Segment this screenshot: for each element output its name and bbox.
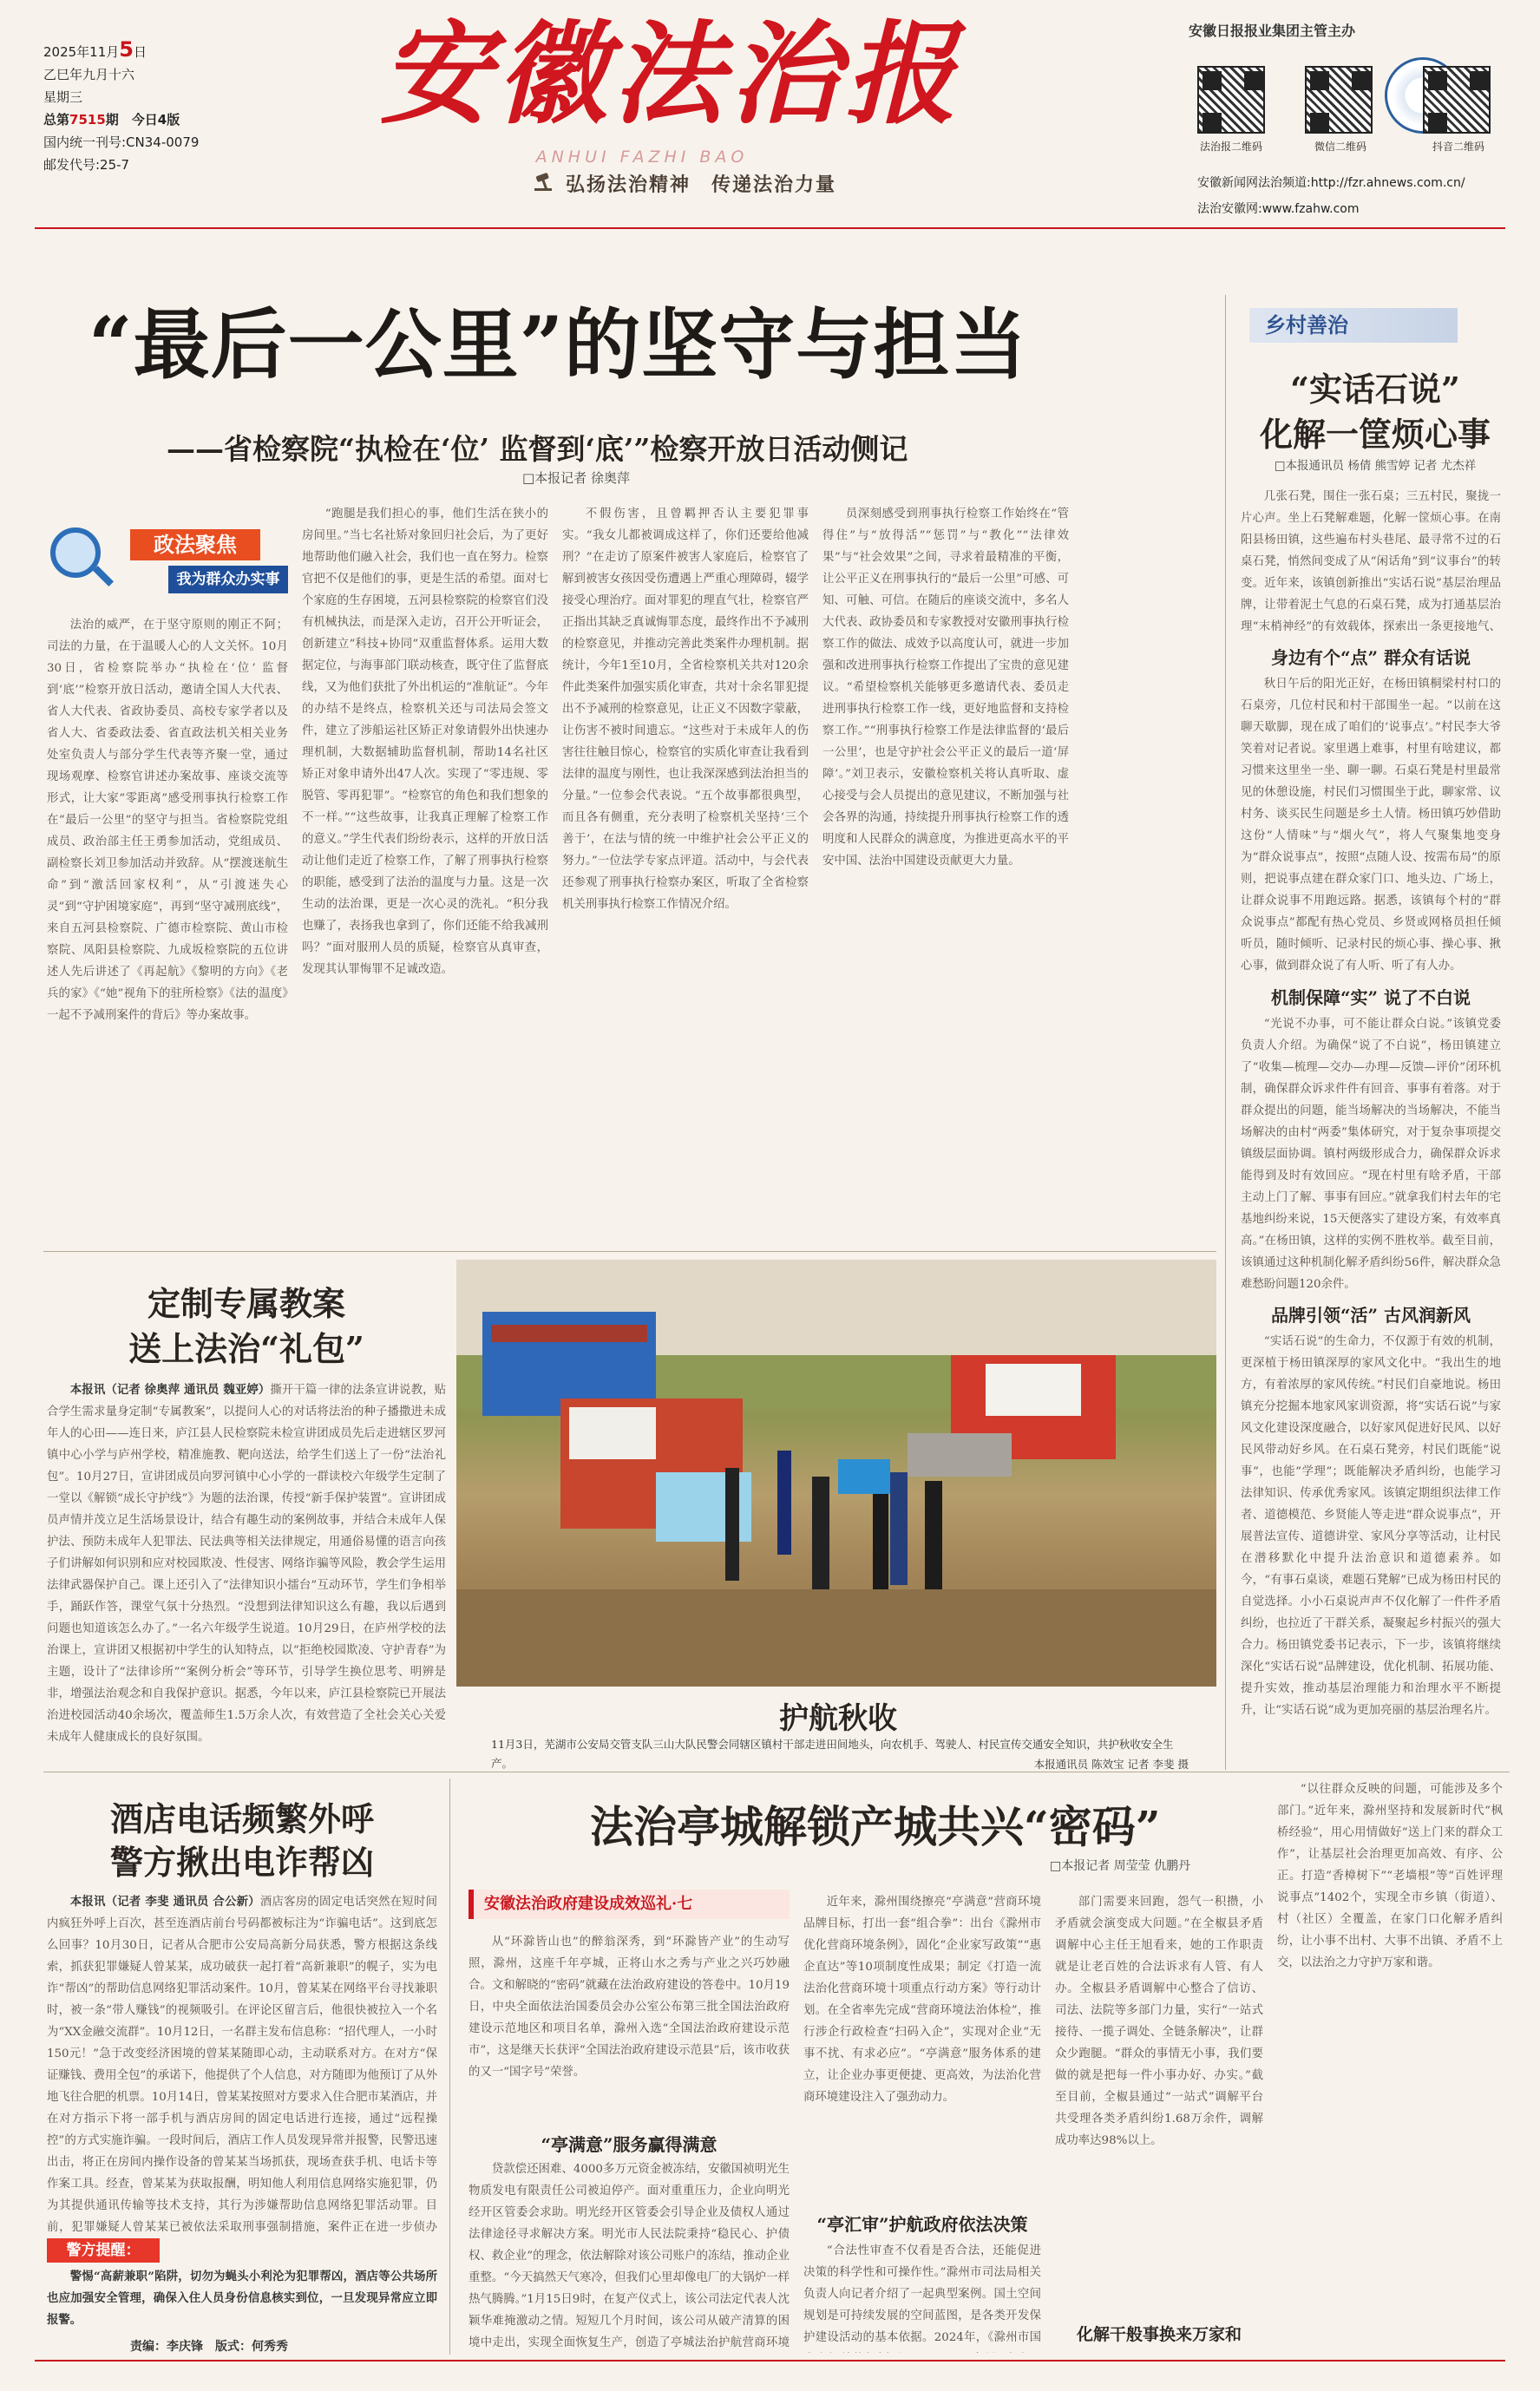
- qr-code-douyin[interactable]: [1423, 66, 1491, 134]
- website-line: 安徽新闻网法治频道:http://fzr.ahnews.com.cn/: [1197, 176, 1465, 190]
- newspaper-pinyin: ANHUI FAZHI BAO: [535, 147, 749, 167]
- industry-subhead-3: 化解干般事换来万家和: [1076, 2325, 1242, 2344]
- harvest-photo-scene: [456, 1260, 1216, 1687]
- section-rule-1: [43, 1251, 1216, 1252]
- education-headline-1: 定制专属教案: [147, 1284, 345, 1323]
- rural-byline: □本报通讯员 杨倩 熊雪婷 记者 尤杰祥: [1274, 459, 1477, 473]
- lead-column-3: 不假伤害，且曾羁押否认主要犯罪事实。“我女儿都被调成这样了，你们还要给他减刑？”在走访了原案件被害人家庭后，检察官了解到被害女孩因受伤遭遇上严重心理障碍，辍学接受心理治疗。面对罪犯的理直气壮，检察官严正指出其缺乏真诚悔罪态度，最终作出不予减刑的检察意见，并推动完善此类案件办理机制。据统计，今年1至10月，全省检察机关共对120余件此类案件加强实质化审查，共对十余名罪犯提出不予减刑的检察意见，让正义不因数字蒙蔽，让伤害不被时间遗忘。“这些对于未成年人的伤害往往触目惊心，检察官的实质化审查让我看到法律的温度与刚性，也让我深深感到法治担当的分量。”一位参会代表说。“五个故事都很典型，而且各有侧重，充分表明了检察机关坚持‘三个善于’，在法与情的统一中维护社会公平正义的努力。”一位法学专家点评道。活动中，与会代表还参观了刑事执行检察办案区，听取了全省检察机关刑事执行检察工作情况介绍。: [562, 508, 809, 911]
- rural-headline-2: 化解一筐烦心事: [1259, 415, 1491, 454]
- education-byline: 本报讯（记者 徐奥萍 通讯员 魏亚婷）: [69, 1383, 271, 1397]
- masthead-divider: [35, 227, 1505, 229]
- lead-subhead: ——省检察院“执检在‘位’ 监督到‘底’”检察开放日活动侧记: [167, 432, 908, 466]
- industry-intro: 从“环滁皆山也”的醉翁深秀，到“环滁皆产业”的生动写照，滁州，这座千年亭城，正将山水之秀与产业之兴巧妙融合。文和解晓的“密码”就藏在法治政府建设的答卷中。10月19日，中央全面依法治国委员会办公室公布第三批全国法治政府建设示范地区和项目名单，滁州入选“全国法治政府建设示范市”，这是继天长获评“全国法治政府建设示范县”后，该市收获的又一“国字号”荣誉。: [469, 1936, 790, 2079]
- warning-body: 警惕“高薪兼职”陷阱，切勿为蝇头小利沦为犯罪帮凶，酒店等公共场所也应加强安全管理，确保入住人员身份信息核实到位，一旦发现异常应立即报警。: [47, 2270, 437, 2327]
- column-tag: 政法聚焦: [130, 529, 260, 560]
- newspaper-qr-label: 法治报二维码: [1199, 141, 1262, 153]
- industry-column-2: 近年来，滁州围绕擦亮“亭满意”营商环境品牌目标，打出一套“组合拳”：出台《滁州市优化营商环境条例》，固化“企业家写政策”“惠企直达”等10项制度性成果；制定《打造一流法治化营商环境十项重点行动方案》等行动计划。在全省率先完成“营商环境法治体检”，推行涉企行政检查“扫码入企”，实现对企业“无事不扰、有求必应”。“亭满意”服务体系的建立，让企业办事更便捷、更高效，为法治化营商环境建设注入了强劲动力。: [803, 1896, 1041, 2104]
- industry-headline: 法治亭城解锁产城共兴“密码”: [590, 1801, 1161, 1852]
- photo-headline: 护航秋收: [779, 1701, 897, 1736]
- magnifier-handle: [93, 566, 114, 586]
- lead-headline: “最后一公里”的坚守与担当: [88, 299, 1028, 390]
- weekday: 星期三: [43, 89, 83, 105]
- wechat-label: 微信二维码: [1314, 141, 1366, 153]
- postal-code: 邮发代号:25-7: [43, 157, 130, 173]
- rural-subhead-2: 机制保障“实” 说了不白说: [1271, 987, 1471, 1008]
- lead-column-2: “跑腿是我们担心的事，他们生活在狭小的房间里。”当七名社矫对象回归社会后，为了更好地帮助他们融入社会，我们也一直在努力。检察官把不仅是他们的事，更是生活的希望。面对七个家庭的生存困境，五河县检察院的检察官们没有机械执法，而是深入走访，召开公开听证会，创新建立“科技+协同”双重监督体系。运用大数据定位，与海事部门联动核查，既守住了监督底线，又为他们获批了外出机运的“准航证”。今年的办结不是终点，检察机关还与司法局会签文件，建立了涉船运社区矫正对象请假外出快速办理机制，大数据辅助监督机制，帮助14名社区矫正对象申请外出47人次。实现了“零违规、零脱管、零再犯罪”。“检察官的角色和我们想象的不一样。”“这些故事，让我真正理解了检察工作的意义。”学生代表们纷纷表示，这样的开放日活动让他们走近了检察工作，了解了刑事执行检察的职能，感受到了法治的温度与力量。这是一次生动的法治课，更是一次心灵的洗礼。“积分我也赚了，表扬我也拿到了，你们还能不给我减刑吗？”面对服刑人员的质疑，检察官从真审查，发现其认罪悔罪不足诚改造。: [302, 508, 548, 976]
- harvest-photo[interactable]: [456, 1260, 1216, 1687]
- masthead-left: [43, 38, 200, 176]
- rural-subhead-3: 品牌引领“活” 古风润新风: [1271, 1305, 1471, 1326]
- lunar-date: 乙巳年九月十六: [43, 67, 135, 82]
- industry-subhead-2: “亭汇审”护航政府依法决策: [816, 2214, 1028, 2235]
- education-body: 本报讯（记者 徐奥萍 通讯员 魏亚婷）撕开干篇一律的法条宣讲说教，贴合学生需求量身定制“专属教案”，以提问人心的对话将法治的种子播撒进未成年人的心田——连日来，庐江县人民检察院未检宣讲团成员先后走进辖区罗河镇中心小学与庐州学校，精准施教、靶向送法，给学生们送上了一份“法治礼包”。10月27日，宣讲团成员向罗河镇中心小学的一群读校六年级学生定制了一堂以《解锁“成长守护线”》为题的法治课，传授“新手保护装置”。宣讲团成员声情并茂立足生活场景设计，结合有趣生动的案例故事，并结合未成年人保护法、预防未成年人犯罪法、民法典等相关法律规定，用通俗易懂的语言向孩子们讲解如何识别和应对校园欺凌、性侵害、网络诈骗等风险，教会学生运用法律武器保护自己。课上还引入了“法律知识小擂台”互动环节，学生们争相举手，踊跃作答，课堂气氛十分热烈。“没想到法律知识这么有趣，我以后遇到问题也知道该怎么办了。”一名六年级学生说道。10月29日，在庐州学校的法治课上，宣讲团又根据初中学生的认知特点，以“拒绝校园欺凌、守护青春”为主题，设计了“法律诊所”“案例分析会”等环节，引导学生换位思考、明辨是非，增强法治观念和自我保护意识。据悉，今年以来，庐江县检察院已开展法治进校园活动40余场次，覆盖师生1.5万余人次，有效营造了全社会关心关爱未成年人健康成长的良好氛围。: [47, 1383, 446, 1744]
- footer-rule: [35, 2360, 1505, 2362]
- rural-intro: 几张石凳，围住一张石桌；三五村民，聚拢一片心声。坐上石凳解难题，化解一筐烦心事。在南阳县杨田镇，这些遍布村头巷尾、最寻常不过的石桌石凳，悄然间变成了从“闲话角”到“议事台”的转变。近年来，该镇创新推出“实话石说”基层治理品牌，让带着泥土气息的石桌石凳，成为打通基层治理“末梢神经”的有效载体，探索出一条更接地气、: [1241, 490, 1501, 633]
- bottom-left-divider: [449, 1779, 450, 2355]
- lead-column-4: 员深刻感受到刑事执行检察工作始终在“管得住”与“放得活”“惩罚”与“教化”“法律效果”与“社会效果”之间，寻求着最精准的平衡，让公平正义在刑事执行的“最后一公里”可感、可知、可触、可信。在随后的座谈交流中，多名人大代表、政协委员和专家教授对安徽刑事执行检察工作的做法、成效予以高度认可，就进一步加强和改进刑事执行检察工作提出了宝贵的意见建议。“希望检察机关能够更多邀请代表、委员走进刑事执行检察工作一线，更好地监督和支持检察工作。”“刑事执行检察工作是法律监督的‘最后一公里’，也是守护社会公平正义的最后一道‘屏障’。”刘卫表示，安徽检察机关将认真听取、虚心接受与会人员提出的意见建议，不断加强与社会各界的沟通，持续提升刑事执行检察工作的透明度和人民群众的满意度，为推进更高水平的平安中国、法治中国建设贡献更大力量。: [822, 508, 1069, 868]
- warning-title: 警方提醒：: [47, 2238, 160, 2263]
- industry-subhead-1: “亭满意”服务赢得满意: [541, 2134, 718, 2155]
- rural-headline-1: “实话石说”: [1290, 370, 1460, 409]
- lead-column-1: 法治的威严，在于坚守原则的刚正不阿；司法的力量，在于温暖人心的人文关怀。10月30日，省检察院举办“执检在‘位’ 监督到‘底’”检察开放日活动，邀请全国人大代表、省人大代表、省政协委员、高校专家学者以及省人大、省委政法委、省直政法机关相关业务处室负责人与部分学生代表等齐聚一堂，通过现场观摩、检察官讲述办案故事、座谈交流等形式，让大家“零距离”感受刑事执行检察工作在“最后一公里”的坚守与担当。省检察院党组成员、政治部主任王勇参加活动，党组成员、副检察长刘卫参加活动并致辞。从“摆渡迷航生命”到“激活回家权利”，从“引渡迷失心灵”到“守护困境家庭”，再到“坚守减刑底线”，来自五河县检察院、广德市检察院、黄山市检察院、凤阳县检察院、九成坂检察院的五位讲述人先后讲述了《再起航》《黎明的方向》《老兵的家》《“她”视角下的驻所检察》《法的温度》一起不予减刑案件的背后》等办案故事。: [47, 619, 288, 1022]
- education-headline-2: 送上法治“礼包”: [128, 1329, 364, 1368]
- rural-body-2: “光说不办事，可不能让群众白说。”该镇党委负责人介绍。为确保“说了不白说”，杨田镇建立了“收集—梳理—交办—办理—反馈—评价”闭环机制，确保群众诉求件件有回音、事事有着落。对于群众提出的问题，能当场解决的当场解决，不能当场解决的由村“两委”集体研究，对于复杂事项提交镇级层面协调。镇村两级形成合力，确保群众诉求能得到及时有效回应。“现在村里有啥矛盾，干部主动上门了解、事事有回应。”就拿我们村去年的宅基地纠纷来说，15天便落实了建设方案，有效率真高。”在杨田镇，这样的实例不胜枚举。截至目前，该镇通过这种机制化解矛盾纠纷56件，解决群众急难愁盼问题120余件。: [1241, 1018, 1501, 1291]
- rural-body-1: 秋日午后的阳光正好，在杨田镇桐梁村村口的石桌旁，几位村民和村干部围坐一起。“以前在这聊天歇脚，现在成了咱们的‘说事点’。”村民李大爷笑着对记者说。家里遇上难事，村里有啥建议，都习惯来这里坐一坐、聊一聊。石桌石凳是村里最常见的休憩设施，村民们习惯围坐于此，聊家常、议村务、谈买民生问题是乡土人情。杨田镇巧妙借助这份“人情味”与“烟火气”，将人气聚集地变身为“群众说事点”，按照“点随人设、按需布局”的原则，把说事点建在群众家门口、地头边、广场上，让群众说事不用跑远路。据悉，该镇每个村的“群众说事点”都配有热心党员、乡贤或网格员担任倾听员，随时倾听、记录村民的烦心事、操心事、揪心事，做到群众说了有人听、听了有人办。: [1241, 678, 1501, 973]
- photo-credit: 本报通讯员 陈效宝 记者 李斐 摄: [1033, 1758, 1189, 1771]
- hotel-headline-1: 酒店电话频繁外呼: [109, 1799, 374, 1838]
- industry-body-2: “合法性审查不仅看是否合法，还能促进决策的科学性和可操作性。”滁州市司法局相关负责人向记者介绍了一起典型案例。国土空间规划是可持续发展的空间蓝图，是各类开发保护建设活动的基本依据。2024年，《滁州市国: [803, 2244, 1041, 2344]
- newspaper-title: 安徽法治报: [380, 10, 962, 140]
- cn-number: 国内统一刊号:CN34-0079: [43, 134, 200, 150]
- douyin-qr-label: 抖音二维码: [1432, 141, 1484, 153]
- industry-column-3: 部门需要来回跑，怨气一积攒，小矛盾就会演变成大问题。”在全椒县矛盾调解中心主任王旭看来，她的工作职责就是让老百姓的合法诉求有人管、有人办。全椒县矛盾调解中心整合了信访、司法、法院等多部门力量，实行“一站式接待、一揽子调处、全链条解决”，让群众少跑腿。“群众的事情无小事，我们要做的就是把每一件小事办好、办实。”截至目前，全椒县通过“一站式”调解平台共受理各类矛盾纠纷1.68万余件，调解成功率达98%以上。: [1055, 1896, 1263, 2147]
- rural-tag: 乡村善治: [1249, 308, 1458, 343]
- industry-column-4: “以往群众反映的问题，可能涉及多个部门。”近年来，滁州坚持和发展新时代“枫桥经验”，用心用情做好“送上门来的群众工作”，让基层社会治理更加高效、有序、公正。打造“香樟树下”“老墙根”等“百姓评理说事点”1402个，实现全市乡镇（街道）、村（社区）全覆盖，在家门口化解矛盾纠纷，让小事不出村、大事不出镇、矛盾不上交，以法治之力守护万家和谐。: [1277, 1783, 1503, 1969]
- hotel-body: 本报讯（记者 李斐 通讯员 合公新）酒店客房的固定电话突然在短时间内疯狂外呼上百次，甚至连酒店前台号码都被标注为“诈骗电话”。这到底怎么回事？10月30日，记者从合肥市公安局高新分局获悉，警方根据这条线索，抓获犯罪嫌疑人曾某某，成功破获一起打着“高新兼职”的幌子，实为电诈“帮凶”的帮助信息网络犯罪活动案件。10月，曾某某在网络平台寻找兼职时，被一条“带人赚钱”的视频吸引。在评论区留言后，他很快被拉入一个名为“XX金融交流群”。10月12日，一名群主发布信息称：“招代理人，一小时150元！”急于改变经济困境的曾某某随即心动，主动联系对方。在对方“保证赚钱、费用全包”的承诺下，他提供了个人信息，对方随即为他预订了从外地飞往合肥的机票。10月14日，曾某某按照对方要求入住合肥市某酒店，并在对方指示下将一部手机与酒店房间的固定电话进行连接，通过“远程操控”的方式实施诈骗。一段时间后，酒店工作人员发现异常并报警，民警迅速出击，将正在房间内操作设备的曾某某当场抓获，现场查获手机、电话卡等作案工具。经查，曾某某为获取报酬，明知他人利用信息网络实施犯罪，仍为其提供通讯传输等技术支持，其行为涉嫌帮助信息网络犯罪活动罪。目前，犯罪嫌疑人曾某某已被依法采取刑事强制措施，案件正在进一步侦办: [47, 1895, 437, 2234]
- photo-caption: 11月3日，芜湖市公安局交管支队三山大队民警会同辖区镇村干部走进田间地头，向农机手、驾驶人、村民宣传交通安全知识，共护秋收安全生产。: [491, 1738, 1174, 1770]
- website2-line: 法治安徽网:www.fzahw.com: [1197, 202, 1360, 216]
- gavel-icon: [533, 173, 559, 192]
- industry-banner: 安徽法治政府建设成效巡礼·七: [469, 1890, 790, 1919]
- issue-date: 2025年11月5日: [43, 37, 147, 62]
- qr-code-newspaper[interactable]: [1197, 66, 1265, 134]
- website2-link[interactable]: www.fzahw.com: [1261, 202, 1360, 216]
- qr-code-wechat[interactable]: [1305, 66, 1373, 134]
- slogan: 弘扬法治精神 传递法治力量: [566, 174, 837, 196]
- rural-subhead-1: 身边有个“点” 群众有话说: [1271, 647, 1471, 668]
- issue-number: 总第7515期 今日4版: [43, 112, 180, 128]
- column-tag-box: [47, 521, 288, 607]
- column-tag-sub: 我为群众办实事: [168, 566, 288, 593]
- hotel-byline: 本报讯（记者 李斐 通讯员 合公新）: [69, 1895, 260, 1909]
- hotel-headline-2: 警方揪出电诈帮凶: [109, 1843, 374, 1882]
- website-link[interactable]: http://fzr.ahnews.com.cn/: [1310, 176, 1465, 190]
- sponsor: 安徽日报报业集团主管主办: [1189, 23, 1356, 39]
- rural-body-3: “实话石说”的生命力，不仅源于有效的机制，更深植于杨田镇深厚的家风文化中。“我出生的地方，有着浓厚的家风传统。”村民们自豪地说。杨田镇充分挖掘本地家风家训资源，将“实话石说”与家风文化建设深度融合，以好家风促进好民风、以好民风带动好乡风。在石桌石凳旁，村民们既能“说事”，也能“学理”；既能解决矛盾纠纷，也能学习法律知识、传承优秀家风。该镇定期组织法律工作者、道德模范、乡贤能人等走进“群众说事点”，开展普法宣传、道德讲堂、家风分享等活动，让村民在潜移默化中提升法治意识和道德素养。如今，“有事石桌谈，难题石凳解”已成为杨田村民的自觉选择。小小石桌说声声不仅化解了一件件矛盾纠纷，也拉近了干群关系，凝聚起乡村振兴的强大合力。杨田镇党委书记表示，下一步，该镇将继续深化“实话石说”品牌建设，优化机制、拓展功能、提升实效，推动基层治理能力和治理水平不断提升，让“实话石说”成为更加亮丽的基层治理名片。: [1241, 1335, 1501, 1717]
- industry-body-1: 贷款偿还困难、4000多万元资金被冻结，安徽国祯明光生物质发电有限责任公司被迫停产。面对重重压力，企业向明光经开区管委会求助。明光经开区管委会引导企业及债权人通过法律途径寻求解决方案。明光市人民法院秉持“稳民心、护债权、救企业”的理念，依法解除对该公司账户的冻结，推动企业重整。“今天搞然天气寒冷，但我们心里却像电厂的大锅炉一样热气腾腾。”1月15日9时，在复产仪式上，该公司法定代表人沈颖华难掩激动之情。短短几个月时间，该公司从破产清算的困境中走出，实现全面恢复生产，创造了亭城法治护航营商环境: [469, 2163, 790, 2349]
- editor-credit: 责编：李庆锋 版式：何秀秀: [130, 2340, 288, 2354]
- industry-byline: □本报记者 周莹莹 仇鹏丹: [1050, 1859, 1191, 1873]
- right-divider: [1225, 295, 1226, 1770]
- lead-byline: □本报记者 徐奥萍: [522, 470, 630, 486]
